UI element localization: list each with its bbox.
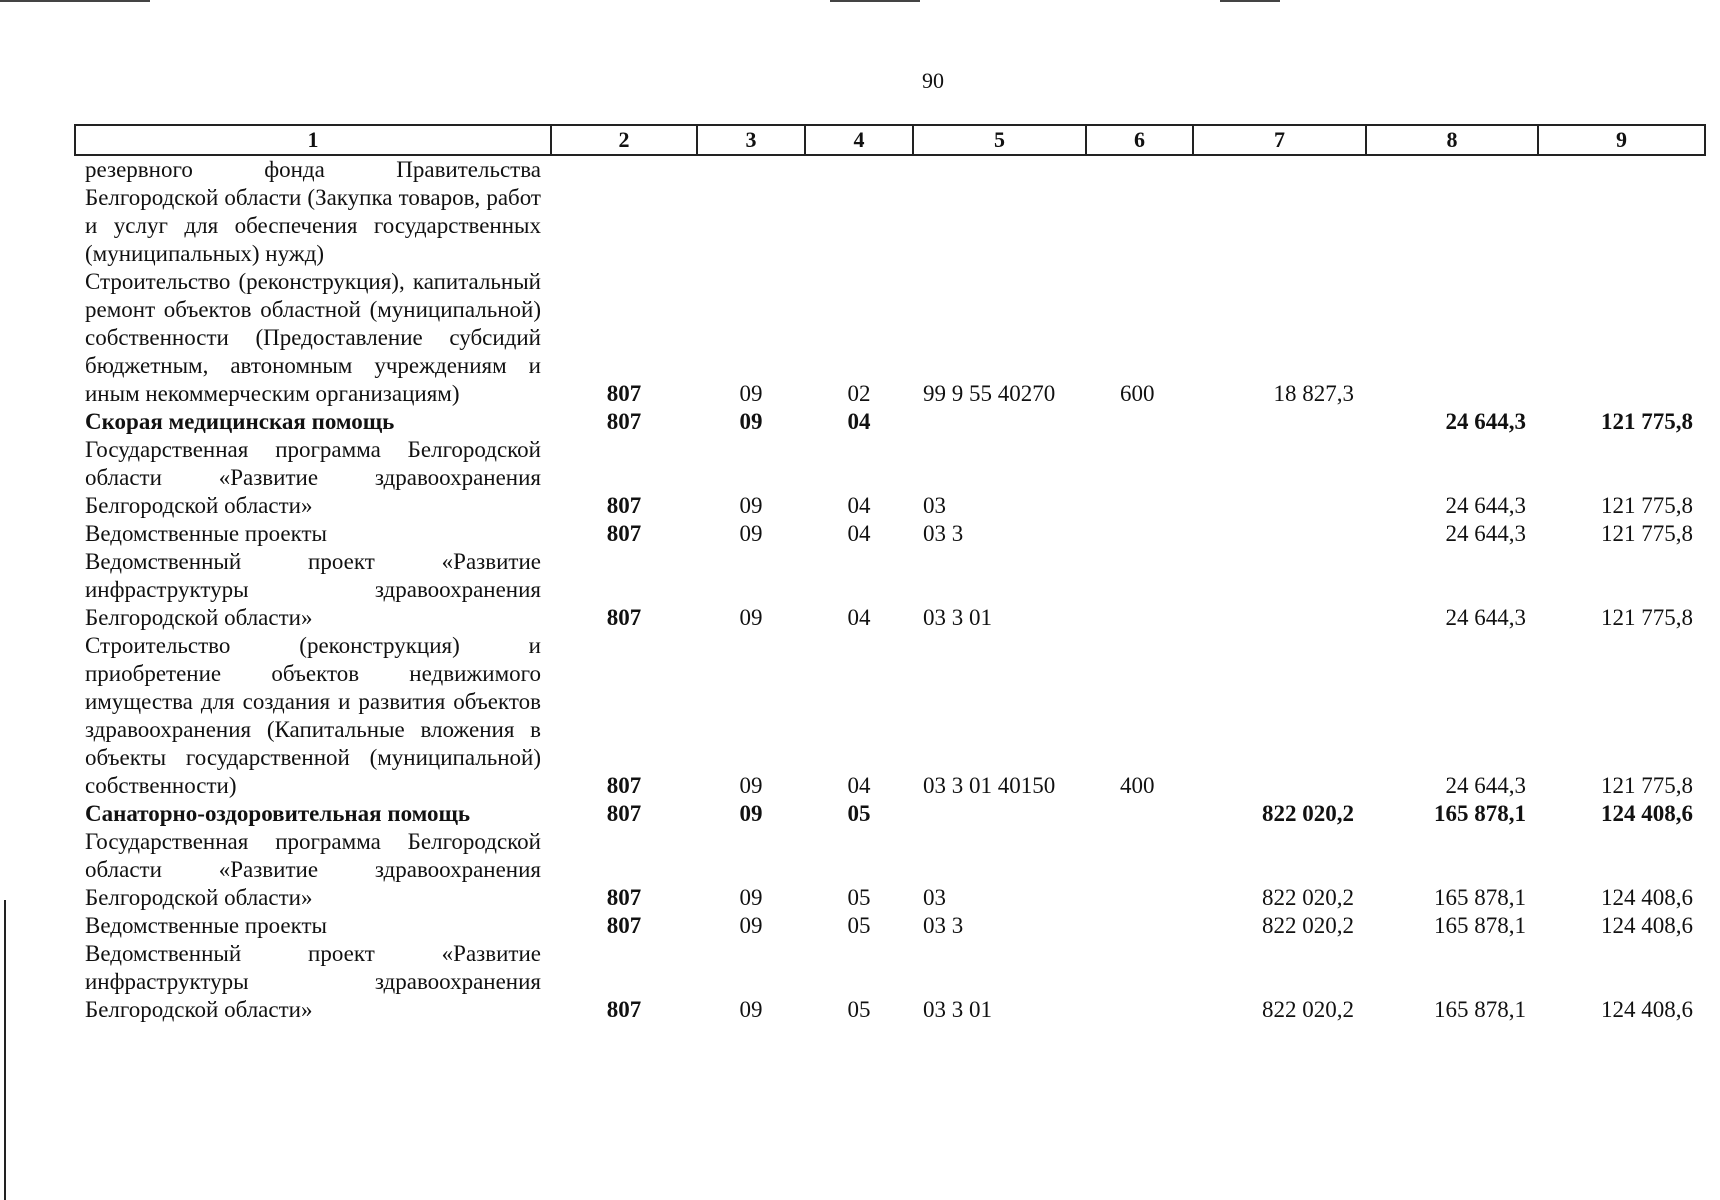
cell-ministry-code: 807 [606,381,642,406]
cell-ministry-code: 807 [606,801,642,826]
cell-section: 09 [739,493,763,518]
cell-section: 09 [739,381,763,406]
cell-amount-col9: 124 408,6 [1601,885,1693,910]
cell-target-article: 03 [923,885,946,910]
row-name: Ведомственный проект «Развитие инфраструктуры здравоохранения Белгородской области» [85,549,541,630]
cell-target-article: 03 3 01 [923,605,992,630]
cell-expense-type [1086,436,1193,520]
table-row [75,828,1705,912]
table-row [75,155,1705,268]
cell-subsection: 04 [847,605,871,630]
cell-amount-col7: 18 827,3 [1273,381,1354,406]
header-col-9: 9 [1538,125,1705,155]
cell-ministry-code: 807 [606,885,642,910]
header-col-4: 4 [805,125,913,155]
cell-expense-type [1086,155,1193,268]
table-body [75,155,1705,1024]
table-row [75,940,1705,1024]
cell-expense-type: 600 [1120,381,1155,406]
cell-target-article: 03 [923,493,946,518]
cell-expense-type [1086,828,1193,912]
cell-subsection: 05 [847,913,871,938]
table-row [75,912,1705,940]
cell-subsection: 05 [847,885,871,910]
cell-amount-col8: 24 644,3 [1445,493,1526,518]
cell-expense-type [1086,548,1193,632]
scan-artifact-line [0,0,150,2]
header-col-1: 1 [75,125,551,155]
scan-artifact-line [1220,0,1280,2]
cell-amount-col9: 124 408,6 [1601,997,1693,1022]
cell-subsection: 04 [847,521,871,546]
cell-ministry-code: 807 [606,521,642,546]
cell-subsection: 02 [847,381,871,406]
scan-artifact-line [830,0,920,2]
cell-subsection: 05 [847,997,871,1022]
cell-amount-col9: 121 775,8 [1601,409,1693,434]
cell-amount-col8: 165 878,1 [1434,997,1526,1022]
cell-amount-col8: 165 878,1 [1434,913,1526,938]
cell-target-article: 03 3 [923,521,964,546]
cell-expense-type: 400 [1120,773,1155,798]
cell-ministry-code: 807 [606,997,642,1022]
cell-ministry-code: 807 [606,773,642,798]
cell-amount-col8: 24 644,3 [1445,409,1526,434]
cell-target-article [913,155,1086,268]
cell-amount-col9: 124 408,6 [1601,913,1693,938]
cell-section: 09 [739,409,763,434]
row-name: резервного фонда Правительства Белгородской области (Закупка товаров, работ и услуг для обеспечения государственных (муниципальных) нужд) [85,157,541,266]
cell-amount-col8: 24 644,3 [1445,773,1526,798]
cell-subsection: 05 [847,801,871,826]
table-row [75,436,1705,520]
cell-expense-type [1086,520,1193,548]
cell-amount-col7: 822 020,2 [1262,913,1354,938]
row-name: Строительство (реконструкция), капитальный ремонт объектов областной (муниципальной) собственности (Предоставление субсидий бюджетным, автономным учреждениям и иным некоммерческим организациям) [85,269,541,406]
cell-amount-col8: 165 878,1 [1434,885,1526,910]
header-col-5: 5 [913,125,1086,155]
cell-target-article: 03 3 [923,913,964,938]
cell-amount-col7 [1193,436,1366,520]
row-name: Санаторно-оздоровительная помощь [85,801,471,826]
header-col-3: 3 [697,125,805,155]
cell-amount-col7 [1193,155,1366,268]
cell-section: 09 [739,997,763,1022]
header-col-6: 6 [1086,125,1193,155]
cell-section: 09 [739,605,763,630]
cell-amount-col8 [1366,155,1538,268]
cell-amount-col9: 121 775,8 [1601,773,1693,798]
cell-amount-col7: 822 020,2 [1262,997,1354,1022]
cell-amount-col9: 124 408,6 [1601,801,1693,826]
row-name: Государственная программа Белгородской области «Развитие здравоохранения Белгородской области» [85,829,541,910]
budget-table [74,124,1706,1024]
page-number: 90 [922,68,944,93]
header-col-2: 2 [551,125,697,155]
cell-expense-type [1086,408,1193,436]
cell-amount-col8: 24 644,3 [1445,521,1526,546]
header-col-8: 8 [1366,125,1538,155]
row-name: Ведомственные проекты [85,521,327,546]
cell-section: 09 [739,913,763,938]
cell-section: 09 [739,773,763,798]
table-row [75,520,1705,548]
row-name: Строительство (реконструкция) и приобретение объектов недвижимого имущества для создания и развития объектов здравоохранения (Капитальные вложения в объекты государственной (муниципальной) собственности) [85,633,541,798]
cell-section [697,155,805,268]
cell-expense-type [1086,912,1193,940]
header-row [75,125,1705,155]
cell-expense-type [1086,940,1193,1024]
table-row [75,800,1705,828]
cell-amount-col8: 165 878,1 [1434,801,1526,826]
cell-amount-col7 [1193,520,1366,548]
cell-ministry-code [551,155,697,268]
cell-amount-col8: 24 644,3 [1445,605,1526,630]
cell-amount-col7 [1193,408,1366,436]
cell-amount-col7 [1193,548,1366,632]
cell-target-article: 03 3 01 [923,997,992,1022]
cell-amount-col9 [1538,268,1705,408]
cell-ministry-code: 807 [606,605,642,630]
cell-section: 09 [739,885,763,910]
cell-amount-col9: 121 775,8 [1601,605,1693,630]
cell-amount-col9: 121 775,8 [1601,521,1693,546]
cell-target-article [913,800,1086,828]
table-row [75,268,1705,408]
cell-ministry-code: 807 [606,493,642,518]
table-row [75,632,1705,800]
cell-expense-type [1086,800,1193,828]
cell-section: 09 [739,801,763,826]
row-name: Ведомственный проект «Развитие инфраструктуры здравоохранения Белгородской области» [85,941,541,1022]
table-header [75,125,1705,155]
table-row [75,408,1705,436]
cell-target-article: 03 3 01 40150 [923,773,1056,798]
cell-amount-col9: 121 775,8 [1601,493,1693,518]
cell-subsection: 04 [847,493,871,518]
cell-amount-col7: 822 020,2 [1262,885,1354,910]
cell-ministry-code: 807 [606,409,642,434]
row-name: Ведомственные проекты [85,913,327,938]
cell-amount-col9 [1538,155,1705,268]
cell-section: 09 [739,521,763,546]
page-edge-rule [4,900,6,1200]
cell-subsection: 04 [847,409,871,434]
table-row [75,548,1705,632]
row-name: Государственная программа Белгородской области «Развитие здравоохранения Белгородской области» [85,437,541,518]
cell-subsection [805,155,913,268]
cell-amount-col7: 822 020,2 [1262,801,1354,826]
cell-subsection: 04 [847,773,871,798]
cell-ministry-code: 807 [606,913,642,938]
row-name: Скорая медицинская помощь [85,409,395,434]
cell-amount-col7 [1193,632,1366,800]
cell-target-article [913,408,1086,436]
cell-target-article: 99 9 55 40270 [923,381,1056,406]
header-col-7: 7 [1193,125,1366,155]
cell-amount-col8 [1366,268,1538,408]
